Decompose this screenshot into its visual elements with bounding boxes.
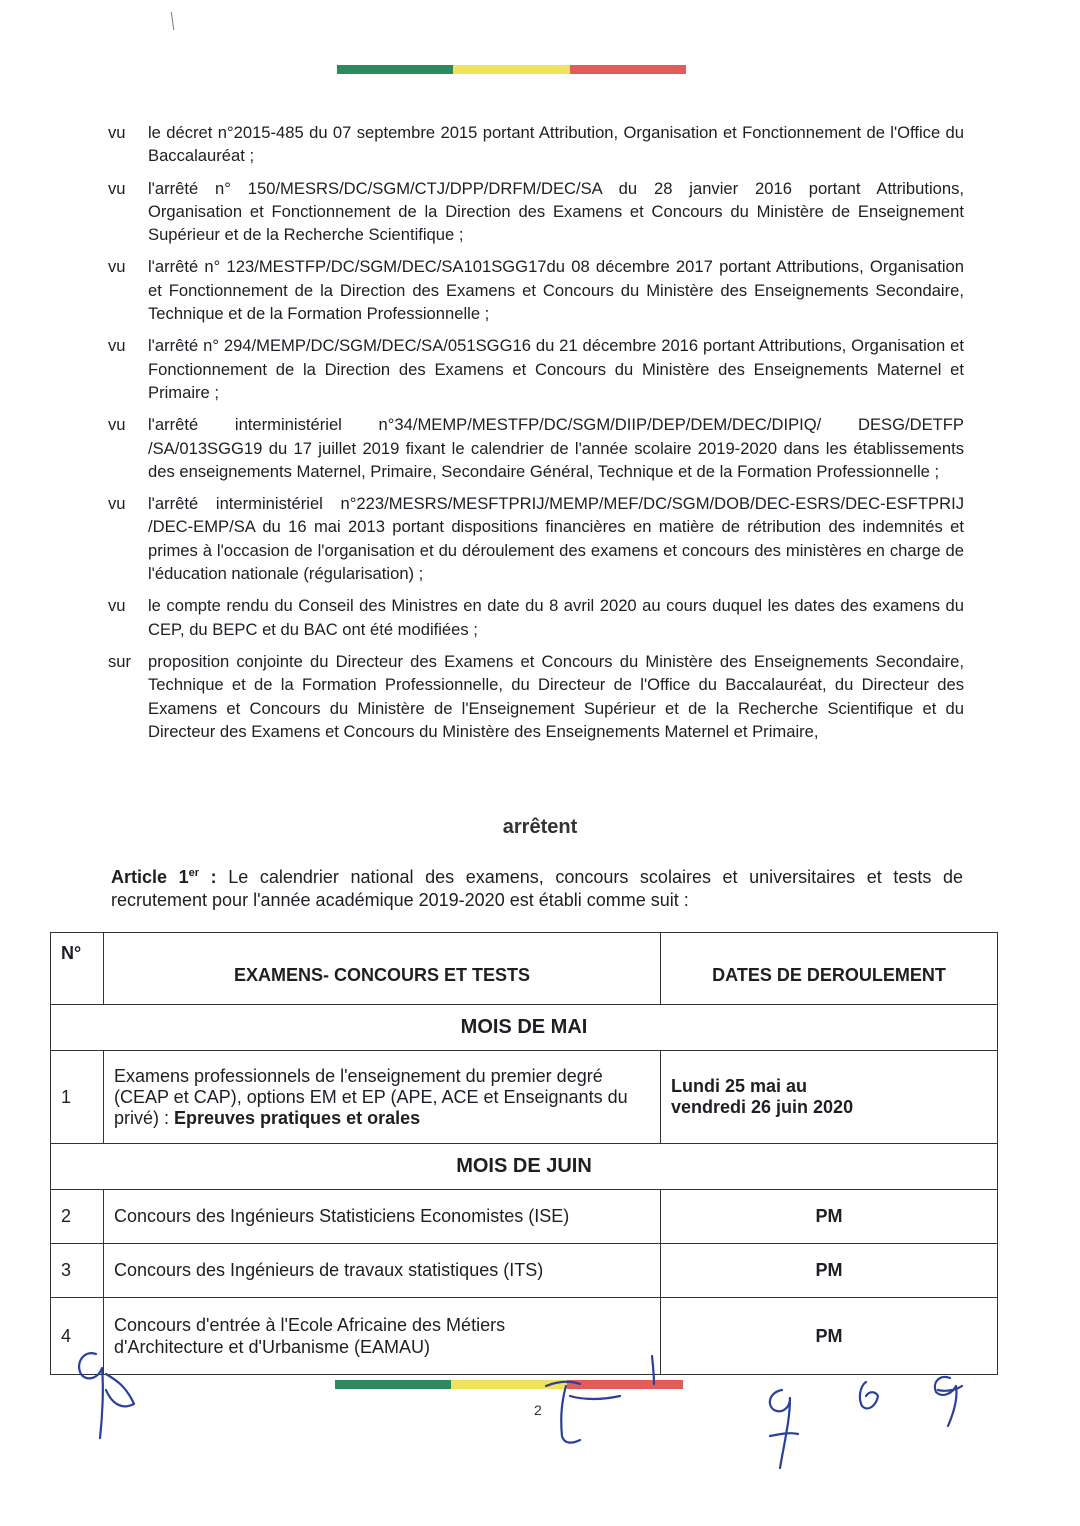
article-label-colon: :: [199, 867, 217, 887]
visa-key: vu: [108, 494, 126, 514]
header-exams: EXAMENS- CONCOURS ET TESTS: [104, 933, 661, 1005]
header-dates: DATES DE DEROULEMENT: [661, 933, 998, 1005]
visa-item: [108, 121, 964, 168]
visa-key: vu: [108, 336, 126, 356]
flag-stripe-top: [337, 65, 686, 74]
visa-key: sur: [108, 651, 132, 671]
month-row-june: [51, 1144, 998, 1190]
visa-key: vu: [108, 178, 126, 198]
initial-mark-6: [935, 1377, 962, 1426]
row-number: 3: [51, 1244, 104, 1298]
row-date-line2: vendredi 26 juin 2020: [671, 1097, 854, 1117]
initial-mark-2: [546, 1382, 620, 1443]
header-number: N°: [51, 933, 104, 1005]
visa-key: vu: [108, 596, 126, 616]
visa-key: vu: [108, 415, 126, 435]
visa-text: le décret n°2015-485 du 07 septembre 2015 portant Attribution, Organisation et Fonctionnement de l'Office du Baccalauréat ;: [148, 123, 964, 166]
initial-mark-4: [770, 1390, 798, 1468]
table-row: [51, 1051, 998, 1144]
table-row: [51, 1244, 998, 1298]
flag-red-band: [570, 65, 686, 74]
month-label: MOIS DE JUIN: [51, 1144, 998, 1190]
visa-item: [108, 177, 964, 247]
row-exam-text: Examens professionnels de l'enseignement du premier degré (CEAP et CAP), options EM et EP (APE, ACE et Enseignants du privé) :: [114, 1065, 628, 1128]
visa-key: vu: [108, 257, 126, 277]
initial-mark-5: [860, 1382, 878, 1408]
row-date: PM: [661, 1190, 998, 1244]
visa-item: [108, 650, 964, 743]
row-exam: [104, 1051, 661, 1144]
article-label: [111, 867, 217, 887]
visa-text: l'arrêté interministériel n°34/MEMP/MESTFP/DC/SGM/DIIP/DEP/DEM/DEC/DIPIQ/ DESG/DETFP /SA/013SGG19 du 17 juillet 2019 fixant le calendrier de l'année scolaire 2019-2020 dans les établissements des enseignements Maternel, Primaire, Secondaire Général, Technique et de la Formation Professionnelle ;: [148, 415, 964, 481]
article-label-sup: er: [188, 867, 200, 879]
visa-text: le compte rendu du Conseil des Ministres en date du 8 avril 2020 au cours duquel les dates des examens du CEP, du BEPC et du BAC ont été modifiées ;: [148, 596, 964, 639]
visa-list: [108, 121, 964, 752]
month-row-may: [51, 1005, 998, 1051]
month-label: MOIS DE MAI: [51, 1005, 998, 1051]
article-1: [111, 862, 963, 912]
row-date: PM: [661, 1244, 998, 1298]
row-number: 4: [51, 1298, 104, 1375]
row-exam-line2: d'Architecture et d'Urbanisme (EAMAU): [114, 1337, 430, 1357]
visa-item: [108, 413, 964, 483]
visa-key: vu: [108, 123, 126, 142]
table-row: [51, 1190, 998, 1244]
row-date: PM: [661, 1298, 998, 1375]
article-text: Le calendrier national des examens, concours scolaires et universitaires et tests de recrutement pour l'année académique 2019-2020 est établi comme suit :: [111, 867, 963, 910]
visa-text: proposition conjointe du Directeur des Examens et Concours du Ministère des Enseignements Secondaire, Technique et de la Formation Professionnelle, du Directeur de l'Office du Baccalauréat, du Directeur des Examens et Concours du Ministère de l'Enseignement Supérieur et de la Recherche Scientifique et du Directeur des Examens et Concours du Ministère des Enseignements Maternel et Primaire,: [148, 651, 964, 741]
handwritten-initials: [0, 1340, 1080, 1526]
flag-green-band: [337, 65, 453, 74]
row-exam: Concours des Ingénieurs Statisticiens Economistes (ISE): [104, 1190, 661, 1244]
row-exam-bold: Epreuves pratiques et orales: [174, 1107, 421, 1128]
visa-item: [108, 334, 964, 404]
row-date: [661, 1051, 998, 1144]
row-exam: Concours des Ingénieurs de travaux statistiques (ITS): [104, 1244, 661, 1298]
row-exam-line1: Concours d'entrée à l'Ecole Africaine des Métiers: [114, 1315, 506, 1335]
row-number: 2: [51, 1190, 104, 1244]
visa-text: l'arrêté n° 294/MEMP/DC/SGM/DEC/SA/051SGG16 du 21 décembre 2016 portant Attributions, Organisation et Fonctionnement de la Direction des Examens et Concours du Ministère des Enseignements Maternel et Primaire ;: [148, 336, 964, 402]
table-header-row: [51, 933, 998, 1005]
visa-item: [108, 492, 964, 585]
article-label-text: Article 1: [111, 867, 189, 887]
visa-item: [108, 594, 964, 641]
row-number: 1: [51, 1051, 104, 1144]
exam-calendar-table: [50, 932, 998, 1375]
initial-mark-3: [652, 1356, 654, 1384]
scan-mark: [171, 12, 174, 30]
visa-text: l'arrêté interministériel n°223/MESRS/MESFTPRIJ/MEMP/MEF/DC/SGM/DOB/DEC-ESRS/DEC-ESFTPRIJ /DEC-EMP/SA du 16 mai 2013 portant dispositions financières en matière de rétribution des indemnités et primes à l'occasion de l'organisation et du déroulement des examens et concours des ministères en charge de l'éducation nationale (régularisation) ;: [148, 494, 964, 584]
visa-text: l'arrêté n° 123/MESTFP/DC/SGM/DEC/SA101SGG17du 08 décembre 2017 portant Attributions, Organisation et Fonctionnement de la Direction des Examens et Concours du Ministère des Enseignements Secondaire, Technique et de la Formation Professionnelle ;: [148, 257, 964, 324]
visa-item: [108, 255, 964, 325]
decree-heading: arrêtent: [502, 816, 578, 838]
row-date-line1: Lundi 25 mai au: [671, 1076, 808, 1096]
flag-yellow-band: [453, 65, 569, 74]
initial-mark-1: [79, 1353, 134, 1438]
page-number: 2: [534, 1402, 542, 1418]
visa-text: l'arrêté n° 150/MESRS/DC/SGM/CTJ/DPP/DRFM/DEC/SA du 28 janvier 2016 portant Attributions, Organisation et Fonctionnement de la Direction des Examens et Concours du Ministère de Enseignement Supérieur et de la Recherche Scientifique ;: [148, 178, 964, 245]
